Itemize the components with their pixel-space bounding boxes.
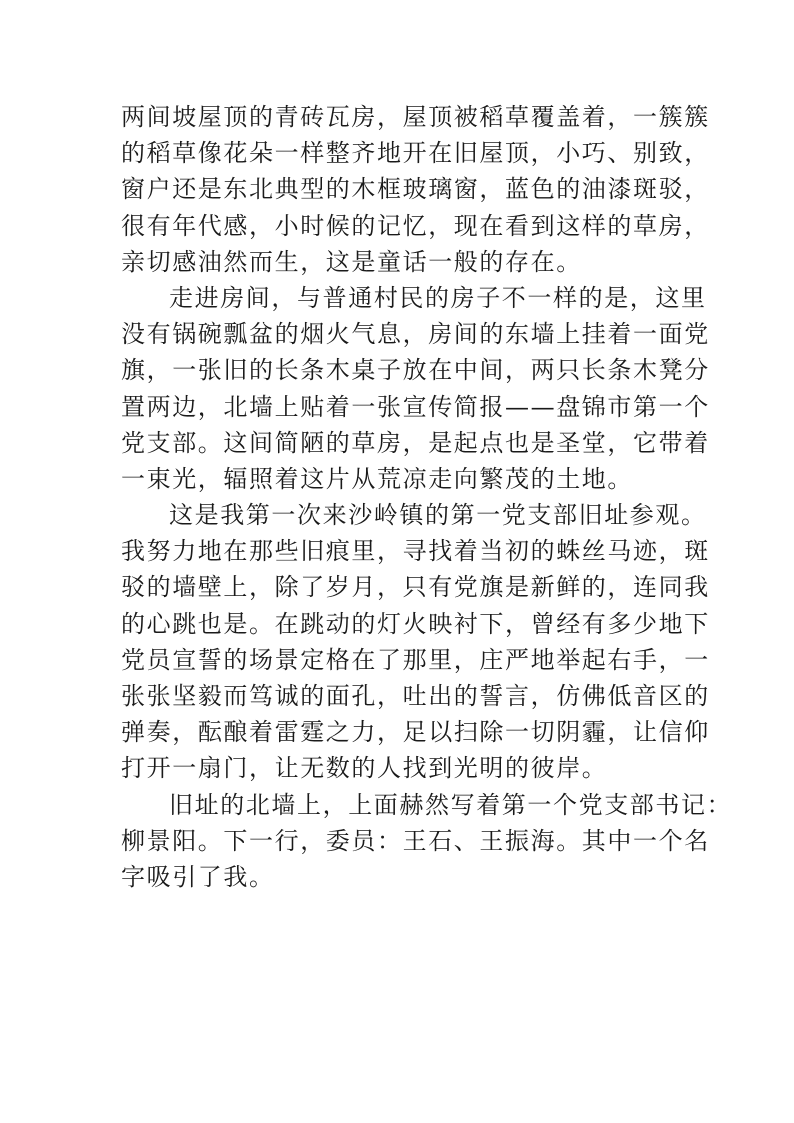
text-line: 党员宣誓的场景定格在了那里，庄严地举起右手，一 <box>121 645 710 674</box>
text-line: 党支部。这间简陋的草房，是起点也是圣堂，它带着 <box>121 428 710 457</box>
text-line: 张张坚毅而笃诚的面孔，吐出的誓言，仿佛低音区的 <box>121 682 710 710</box>
paragraph-start-line: 这是我第一次来沙岭镇的第一党支部旧址参观。 <box>169 501 707 530</box>
text-line: 没有锅碗瓢盆的烟火气息，房间的东墙上挂着一面党 <box>121 320 710 349</box>
text-line: 旗，一张旧的长条木桌子放在中间，两只长条木凳分 <box>121 356 710 385</box>
text-line: 亲切感油然而生，这是童话一般的存在。 <box>121 247 582 276</box>
text-line: 字吸引了我。 <box>121 862 275 891</box>
paragraph-start-line: 走进房间，与普通村民的房子不一样的是，这里 <box>169 283 707 312</box>
text-line: 的心跳也是。在跳动的灯火映衬下，曾经有多少地下 <box>121 609 710 638</box>
text-line: 两间坡屋顶的青砖瓦房，屋顶被稻草覆盖着，一簇簇 <box>121 103 710 131</box>
text-line: 柳景阳。下一行，委员：王石、王振海。其中一个名 <box>121 826 710 855</box>
text-line: 很有年代感，小时候的记忆，现在看到这样的草房， <box>121 211 710 240</box>
text-line: 置两边，北墙上贴着一张宣传简报——盘锦市第一个 <box>121 392 710 421</box>
text-line: 打开一扇门，让无数的人找到光明的彼岸。 <box>121 754 608 783</box>
text-line: 一束光，辐照着这片从荒凉走向繁茂的土地。 <box>121 464 633 493</box>
body-text <box>121 99 733 895</box>
text-line: 弹奏，酝酿着雷霆之力，足以扫除一切阴霾，让信仰 <box>121 718 710 747</box>
text-line: 窗户还是东北典型的木框玻璃窗，蓝色的油漆斑驳， <box>121 175 710 204</box>
text-line: 我努力地在那些旧痕里，寻找着当初的蛛丝马迹，斑 <box>121 537 710 566</box>
text-line: 驳的墙壁上，除了岁月，只有党旗是新鲜的，连同我 <box>121 573 710 602</box>
text-line: 的稻草像花朵一样整齐地开在旧屋顶，小巧、别致， <box>121 139 710 168</box>
paragraph-start-line: 旧址的北墙上，上面赫然写着第一个党支部书记： <box>169 790 733 819</box>
